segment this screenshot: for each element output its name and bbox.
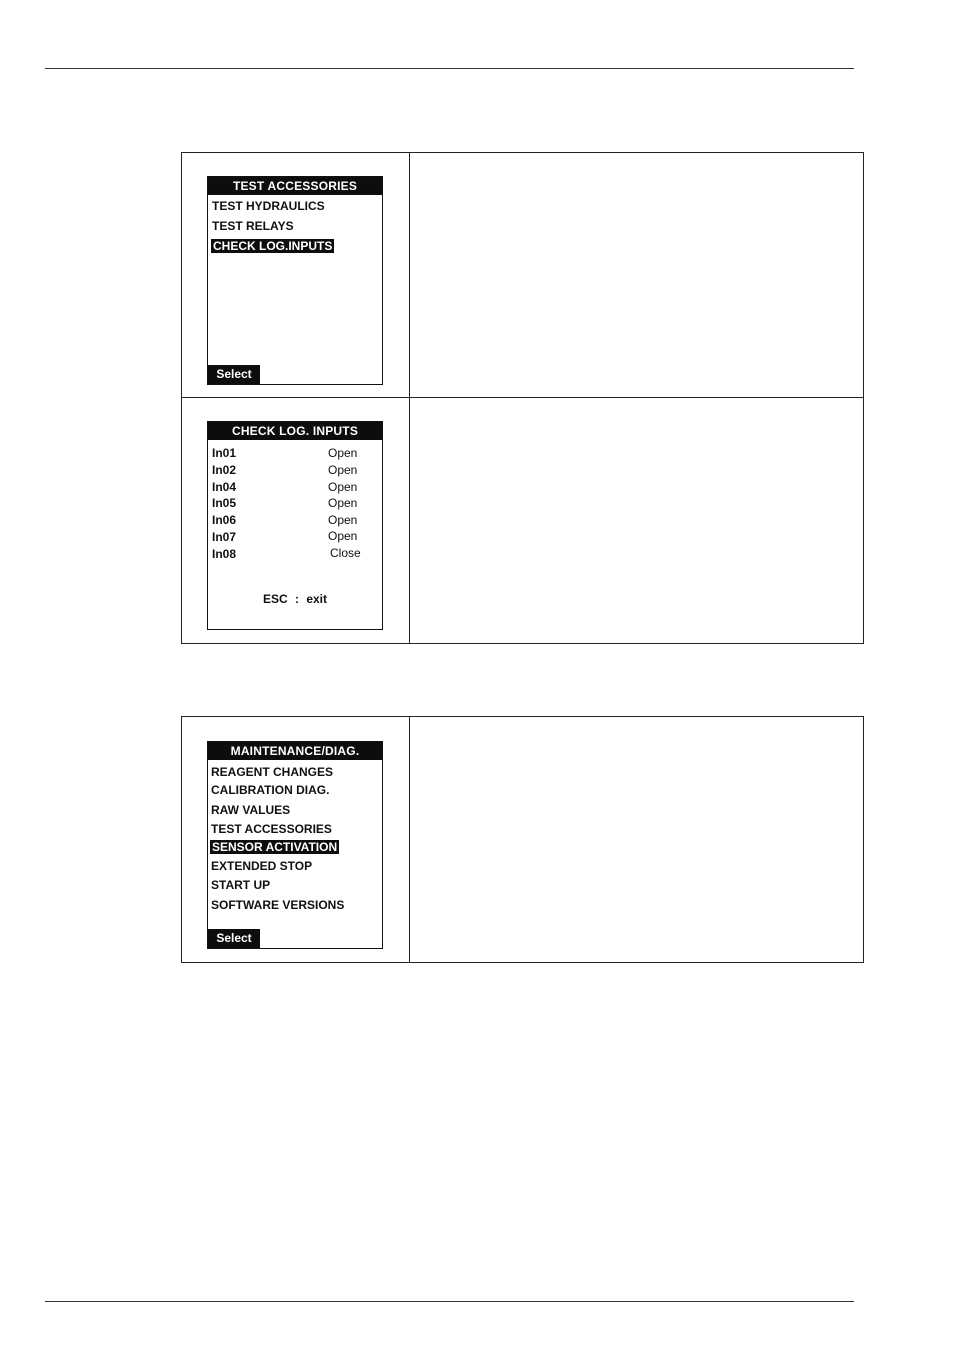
screen-check-log-inputs	[207, 421, 383, 630]
procedure-table-2	[181, 716, 864, 963]
menu-item-sensor-activation[interactable]: SENSOR ACTIVATION	[212, 840, 338, 854]
menu-item-extended-stop[interactable]: EXTENDED STOP	[211, 859, 313, 873]
menu-item-check-log-inputs[interactable]: CHECK LOG.INPUTS	[213, 239, 333, 253]
exit-hint: ESC : exit	[262, 592, 327, 606]
table-row	[182, 717, 863, 962]
input-state: Open	[328, 463, 358, 477]
footer-rule	[45, 1301, 854, 1302]
input-name: In06	[212, 513, 237, 527]
procedure-table-1	[181, 152, 864, 644]
menu-item-start-up[interactable]: START UP	[211, 878, 271, 892]
select-softkey[interactable]: Select	[208, 365, 260, 384]
input-name: In05	[212, 496, 237, 510]
table-row	[182, 397, 863, 643]
input-state: Open	[328, 513, 358, 527]
menu-item-software-versions[interactable]: SOFTWARE VERSIONS	[211, 898, 345, 912]
menu-item-raw-values[interactable]: RAW VALUES	[211, 803, 291, 817]
menu-item-test-accessories[interactable]: TEST ACCESSORIES	[211, 822, 332, 836]
menu-item-test-relays[interactable]: TEST RELAYS	[212, 219, 294, 233]
input-state: Open	[328, 529, 358, 543]
description-cell	[410, 717, 863, 962]
screen-maintenance-diag	[207, 741, 383, 949]
input-state: Open	[328, 480, 358, 494]
input-name: In07	[212, 530, 237, 544]
header-rule	[45, 68, 854, 69]
input-name: In04	[212, 480, 237, 494]
input-name: In02	[212, 463, 237, 477]
input-state: Close	[330, 546, 361, 560]
select-softkey[interactable]: Select	[208, 929, 260, 948]
menu-item-test-hydraulics[interactable]: TEST HYDRAULICS	[212, 199, 325, 213]
table-row	[182, 153, 863, 397]
screen-title: MAINTENANCE/DIAG.	[208, 742, 382, 760]
screen-title: CHECK LOG. INPUTS	[208, 422, 382, 440]
description-cell	[410, 153, 863, 397]
menu-item-calibration-diag[interactable]: CALIBRATION DIAG.	[211, 783, 330, 797]
screen-test-accessories	[207, 176, 383, 385]
input-name: In01	[212, 446, 237, 460]
input-state: Open	[328, 496, 358, 510]
input-name: In08	[212, 547, 237, 561]
input-state: Open	[328, 446, 358, 460]
screen-title: TEST ACCESSORIES	[208, 177, 382, 195]
menu-item-reagent-changes[interactable]: REAGENT CHANGES	[211, 765, 334, 779]
description-cell	[410, 398, 863, 643]
